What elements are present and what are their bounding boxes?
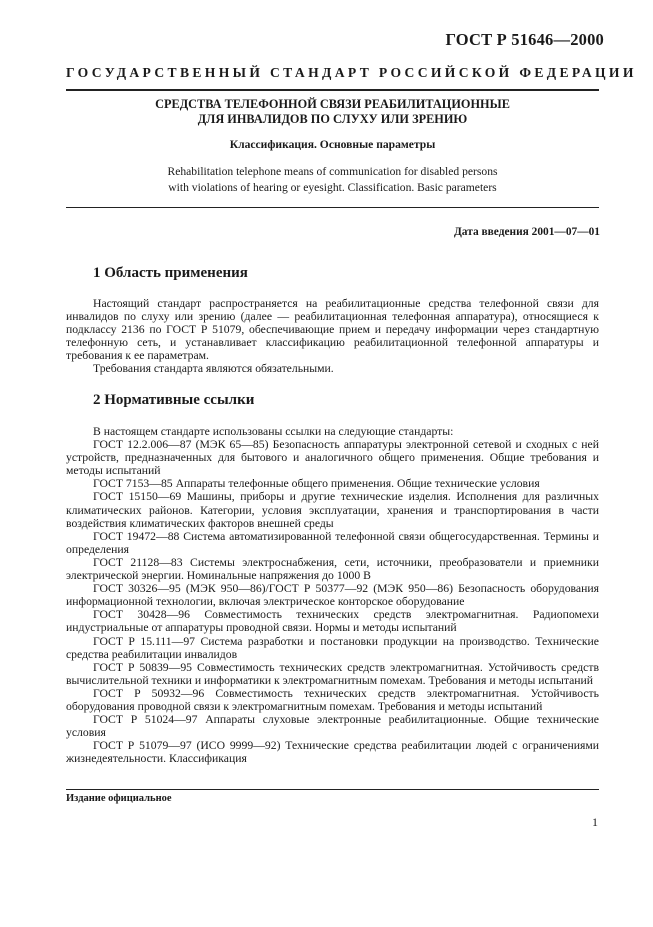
- title-line-1: СРЕДСТВА ТЕЛЕФОННОЙ СВЯЗИ РЕАБИЛИТАЦИОННЫЕ: [155, 97, 510, 111]
- document-number: ГОСТ Р 51646—2000: [445, 30, 604, 49]
- intro-date: Дата введения 2001—07—01: [453, 226, 600, 238]
- footer-rule: [66, 789, 599, 790]
- title-rule: [66, 207, 599, 208]
- section-2-body: [66, 425, 599, 765]
- paragraph: В настоящем стандарте использованы ссылки на следующие стандарты:: [93, 425, 454, 438]
- header-rule: [66, 89, 599, 91]
- reference-item: ГОСТ 21128—83 Системы электроснабжения, сети, источники, преобразователи и приемники электрической энергии. Номинальные напряжения до 1000 В: [66, 555, 599, 583]
- english-title-line-1: Rehabilitation telephone means of communication for disabled persons: [167, 165, 498, 178]
- title-subtitle: Классификация. Основные параметры: [229, 138, 436, 151]
- reference-item: ГОСТ 30428—96 Совместимость технических средств электромагнитная. Радиопомехи индустриальные от аппаратуры проводной связи. Нормы и методы испытаний: [66, 608, 599, 635]
- reference-item: ГОСТ Р 51079—97 (ИСО 9999—92) Технические средства реабилитации людей с ограничениями жизнедеятельности. Классификация: [66, 739, 599, 766]
- reference-item: ГОСТ 15150—69 Машины, приборы и другие технические изделия. Исполнения для различных климатических районов. Категории, условия эксплуатации, хранения и транспортирования в части воздействия климатических факторов внешней среды: [66, 490, 599, 530]
- page-number: 1: [592, 815, 598, 829]
- reference-item: ГОСТ 19472—88 Система автоматизированной телефонной связи общегосударственная. Термины и определения: [66, 529, 599, 556]
- reference-item: ГОСТ Р 15.111—97 Система разработки и постановки продукции на производство. Технические средства реабилитации инвалидов: [66, 634, 599, 661]
- reference-item: ГОСТ Р 50932—96 Совместимость технических средств электромагнитная. Устойчивость оборудования проводной связи к электромагнитным помехам. Требования и методы испытаний: [66, 686, 599, 713]
- english-title-line-2: with violations of hearing or eyesight. Classification. Basic parameters: [168, 180, 497, 194]
- title-block: [66, 97, 599, 195]
- title-line-2: ДЛЯ ИНВАЛИДОВ ПО СЛУХУ ИЛИ ЗРЕНИЮ: [197, 112, 468, 126]
- section-1-body: [66, 297, 599, 376]
- paragraph: Требования стандарта являются обязательными.: [93, 362, 334, 376]
- paragraph: Настоящий стандарт распространяется на реабилитационные средства телефонной связи для инвалидов по слуху или зрению (далее — реабилитационная телефонная аппаратура), относящиеся к подклассу 2136 по ГОСТ Р 51079, обеспечивающие прием и передачу информации через стандартную телефонную сеть, и устанавливает классификацию реабилитационной телефонной аппаратуры и требования к ее параметрам.: [66, 297, 599, 363]
- standard-name: ГОСУДАРСТВЕННЫЙ СТАНДАРТ РОССИЙСКОЙ ФЕДЕРАЦИИ: [66, 65, 637, 80]
- section-1-heading: 1 Область применения: [93, 265, 248, 281]
- reference-item: ГОСТ Р 51024—97 Аппараты слуховые электронные реабилитационные. Общие технические условия: [66, 713, 599, 740]
- reference-item: ГОСТ 30326—95 (МЭК 950—86)/ГОСТ Р 50377—92 (МЭК 950—86) Безопасность оборудования информационной технологии, включая электрическое конторское оборудование: [66, 582, 599, 609]
- section-2-heading: 2 Нормативные ссылки: [93, 392, 255, 408]
- reference-item: ГОСТ 12.2.006—87 (МЭК 65—85) Безопасность аппаратуры электронной сетевой и сходных с ней устройств, предназначенных для бытового и аналогичного общего применения. Общие требования и методы испытаний: [66, 438, 599, 478]
- edition-label: Издание официальное: [66, 793, 172, 804]
- reference-item: ГОСТ Р 50839—95 Совместимость технических средств электромагнитная. Устойчивость средств вычислительной техники и информатики к электромагнитным помехам. Требования и методы испытаний: [66, 660, 599, 687]
- english-title: [66, 164, 599, 195]
- reference-item: ГОСТ 7153—85 Аппараты телефонные общего применения. Общие технические условия: [93, 477, 540, 491]
